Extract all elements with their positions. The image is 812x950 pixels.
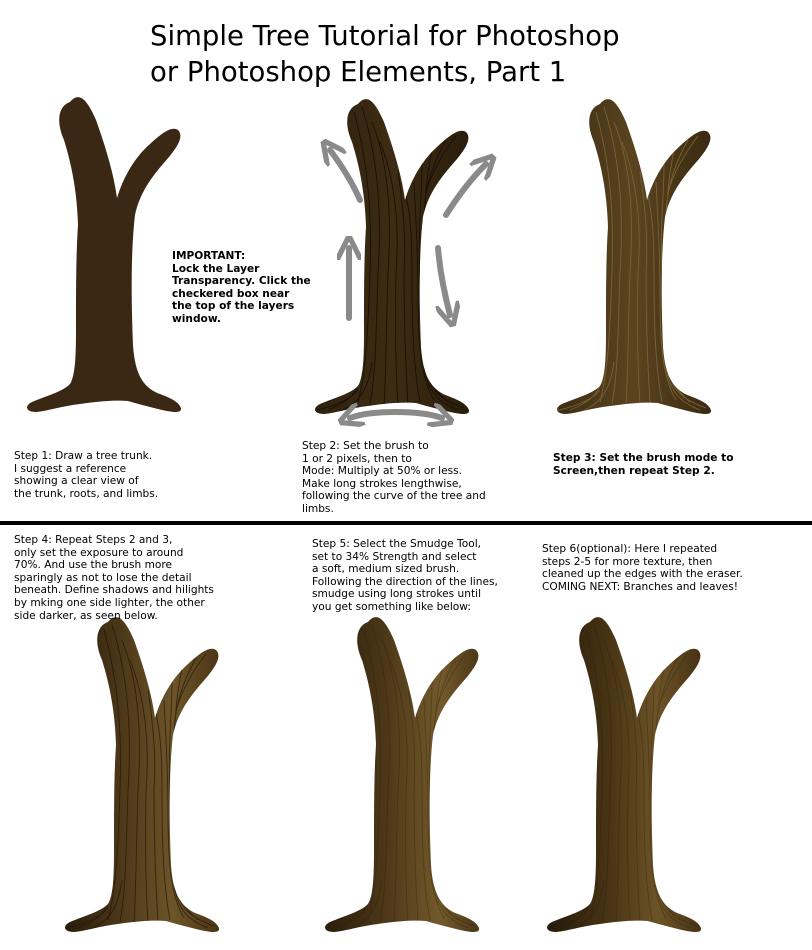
tree-step-3 <box>550 99 711 414</box>
arrow-up-left-branch <box>330 150 360 200</box>
arrow-up-right-branch <box>446 164 486 215</box>
step-6-text: Step 6(optional): Here I repeated steps 2-5 for more texture, then cleaned up the edges with the eraser. COMING NEXT: Branches and leaves! <box>542 543 743 593</box>
step-4-text: Step 4: Repeat Steps 2 and 3, only set the exposure to around 70%. And use the brush more sparingly as not to lose the detail beneath. Define shadows and hilights by mking one side lighter, the other side darker, as seen below. <box>14 534 214 622</box>
arrow-roots <box>350 412 442 418</box>
section-divider <box>0 521 812 525</box>
tree-step-2 <box>308 99 469 414</box>
tutorial-title: Simple Tree Tutorial for Photoshop or Photoshop Elements, Part 1 <box>150 20 620 88</box>
step-5-text: Step 5: Select the Smudge Tool, set to 34% Strength and select a soft, medium sized brush. Following the direction of the lines, smudge using long strokes until you get something like below: <box>312 538 498 613</box>
important-note: IMPORTANT: Lock the Layer Transparency. Click the checkered box near the top of the layers window. <box>172 250 311 325</box>
step-1-text: Step 1: Draw a tree trunk. I suggest a reference showing a clear view of the trunk, roots, and limbs. <box>14 450 159 500</box>
tree-step-4 <box>58 617 219 932</box>
tree-step-5 <box>318 617 479 932</box>
step-2-text: Step 2: Set the brush to 1 or 2 pixels, then to Mode: Multiply at 50% or less. Make long strokes lengthwise, following the curve of the tree and limbs. <box>302 440 486 515</box>
arrow-down-trunk <box>438 248 450 315</box>
tree-step-6 <box>540 617 701 932</box>
tree-step-1 <box>27 97 181 412</box>
step-3-text: Step 3: Set the brush mode to Screen,then repeat Step 2. <box>553 452 734 477</box>
